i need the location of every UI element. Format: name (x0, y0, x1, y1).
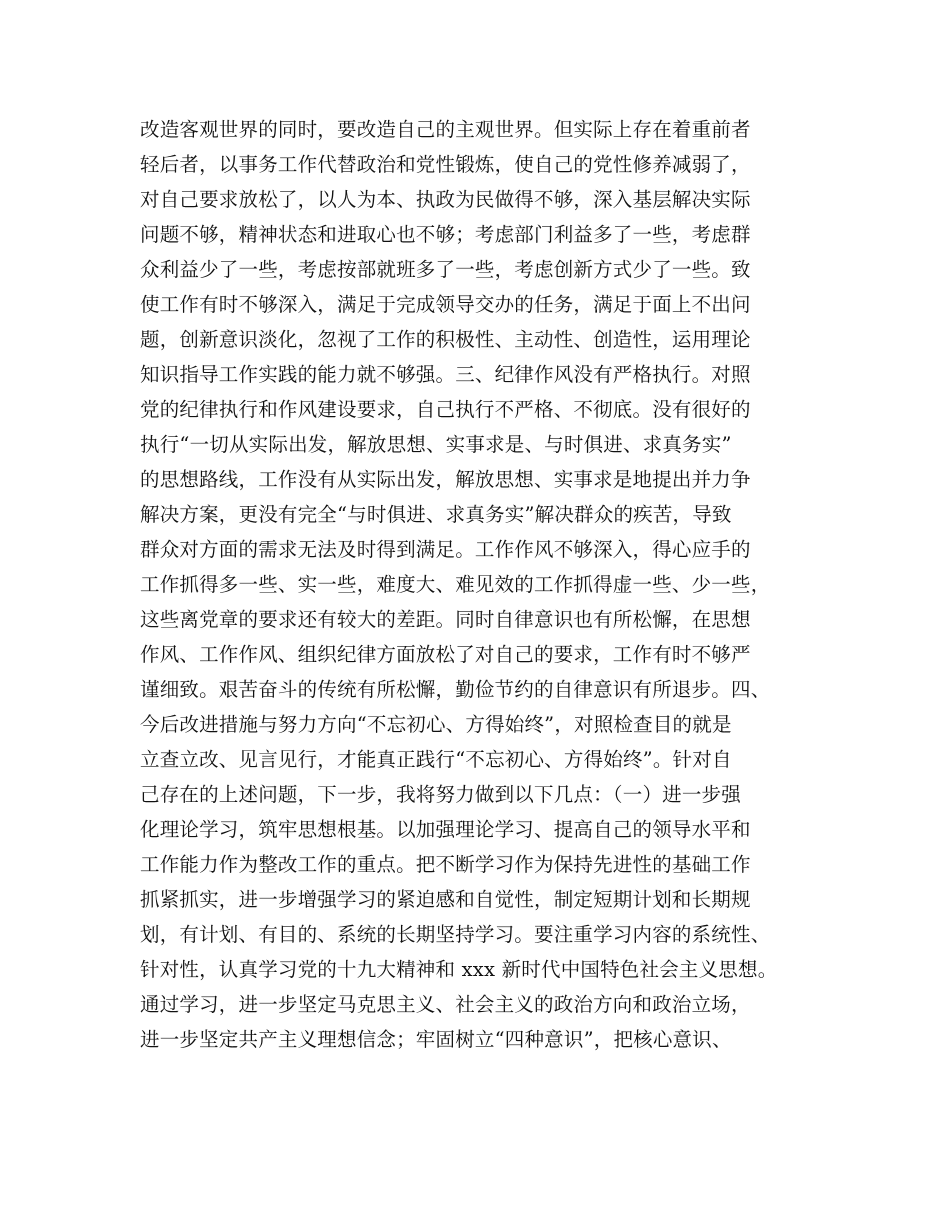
text-line-13: 群众对方面的需求无法及时得到满足。工作作风不够深入，得心应手的 (140, 538, 751, 561)
text-line-23: 抓紧抓实，进一步增强学习的紧迫感和自觉性，制定短期计划和长期规 (140, 888, 751, 911)
text-line-3: 对自己要求放松了，以人为本、执政为民做得不够，深入基层解决实际 (140, 188, 751, 211)
text-line-1: 改造客观世界的同时，要改造自己的主观世界。但实际上存在着重前者 (140, 118, 751, 141)
text-line-4: 问题不够，精神状态和进取心也不够；考虑部门利益多了一些，考虑群 (140, 223, 751, 246)
text-line-5: 众利益少了一些，考虑按部就班多了一些，考虑创新方式少了一些。致 (140, 258, 751, 281)
text-line-12: 解决方案，更没有完全“与时俱进、求真务实”解决群众的疾苦，导致 (140, 503, 732, 526)
text-line-11: 的思想路线，工作没有从实际出发，解放思想、实事求是地提出并力争 (140, 468, 751, 491)
text-line-18: 今后改进措施与努力方向“不忘初心、方得始终”，对照检查目的就是 (140, 713, 732, 736)
text-line-8: 知识指导工作实践的能力就不够强。三、纪律作风没有严格执行。对照 (140, 363, 751, 386)
document-body-text (140, 112, 840, 1057)
text-line-22: 工作能力作为整改工作的重点。把不断学习作为保持先进性的基础工作 (140, 853, 751, 876)
text-line-7: 题，创新意识淡化，忽视了工作的积极性、主动性、创造性，运用理论 (140, 328, 751, 351)
text-line-17: 谨细致。艰苦奋斗的传统有所松懈，勤俭节约的自律意识有所退步。四、 (140, 678, 771, 701)
text-line-24: 划，有计划、有目的、系统的长期坚持学习。要注重学习内容的系统性、 (140, 923, 771, 946)
text-line-9: 党的纪律执行和作风建设要求，自己执行不严格、不彻底。没有很好的 (140, 398, 751, 421)
text-line-20: 己存在的上述问题，下一步，我将努力做到以下几点：（一）进一步强 (140, 783, 741, 806)
text-line-6: 使工作有时不够深入，满足于完成领导交办的任务，满足于面上不出问 (140, 293, 751, 316)
text-line-16: 作风、工作作风、组织纪律方面放松了对自己的要求，工作有时不够严 (140, 643, 751, 666)
text-line-10: 执行“一切从实际出发，解放思想、实事求是、与时俱进、求真务实” (140, 433, 732, 456)
text-line-19: 立查立改、见言见行，才能真正践行“不忘初心、方得始终”。针对自 (140, 748, 732, 771)
text-line-2: 轻后者，以事务工作代替政治和党性锻炼，使自己的党性修养减弱了， (140, 153, 751, 176)
text-line-14: 工作抓得多一些、实一些，难度大、难见效的工作抓得虚一些、少一些， (140, 573, 771, 596)
text-line-15: 这些离党章的要求还有较大的差距。同时自律意识也有所松懈，在思想 (140, 608, 751, 631)
text-line-25: 针对性，认真学习党的十九大精神和 xxx 新时代中国特色社会主义思想。 (140, 958, 778, 981)
text-line-21: 化理论学习，筑牢思想根基。以加强理论学习、提高自己的领导水平和 (140, 818, 751, 841)
text-line-27: 进一步坚定共产主义理想信念；牢固树立“四种意识”，把核心意识、 (140, 1028, 732, 1051)
text-line-26: 通过学习，进一步坚定马克思主义、社会主义的政治方向和政治立场， (140, 993, 751, 1016)
